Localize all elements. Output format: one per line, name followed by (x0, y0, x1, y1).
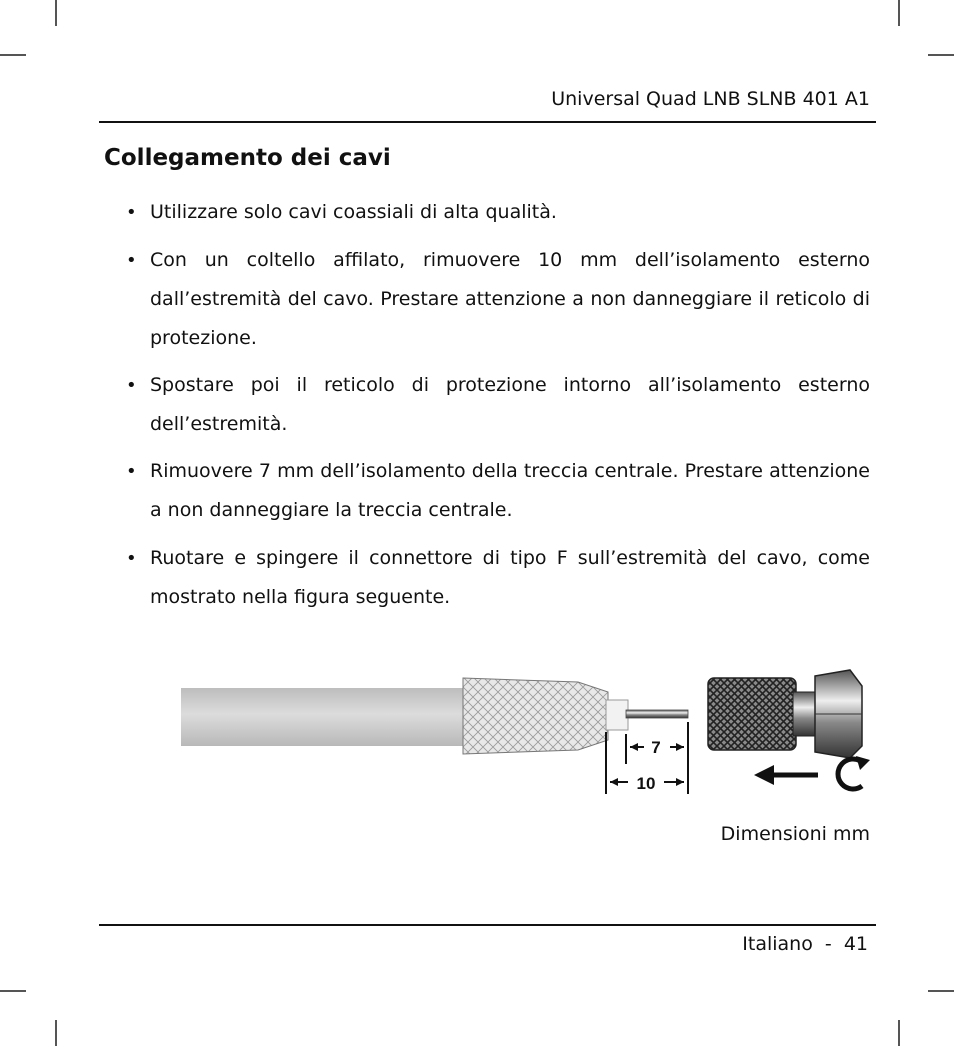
crop-mark (55, 0, 57, 26)
bullet: • (126, 548, 137, 569)
bullet: • (126, 250, 137, 271)
bullet: • (126, 375, 137, 396)
crop-mark (898, 1020, 900, 1046)
f-connector-neck (793, 692, 815, 736)
crop-mark (928, 54, 954, 56)
crop-mark (0, 54, 26, 56)
dim-inner-label: 7 (651, 738, 661, 757)
crop-mark (0, 990, 26, 992)
list-item-text: Utilizzare solo cavi coassiali di alta qualità. (150, 201, 557, 223)
braid-shield (463, 678, 608, 754)
list-item (126, 241, 870, 358)
center-conductor (626, 710, 688, 718)
list-item (126, 193, 870, 232)
crop-mark (55, 1020, 57, 1046)
bullet: • (126, 461, 137, 482)
section-title: Collegamento dei cavi (104, 145, 391, 171)
footer-language: Italiano (742, 933, 813, 955)
page-footer (742, 933, 868, 955)
figure-caption: Dimensioni mm (720, 823, 870, 845)
header-rule (99, 121, 876, 123)
page-number: 41 (843, 933, 868, 955)
list-item (126, 366, 870, 444)
f-connector-knurl (708, 678, 796, 750)
crop-mark (898, 0, 900, 26)
list-item-text: Rimuovere 7 mm dell’isolamento della treccia centrale. Prestare attenzione a non danneggiare la treccia centrale. (150, 460, 870, 521)
inner-insulation (606, 700, 628, 730)
footer-rule (99, 924, 876, 926)
list-item-text: Ruotare e spingere il connettore di tipo F sull’estremità del cavo, come mostrato nella figura seguente. (150, 547, 870, 608)
footer-separator: - (824, 933, 832, 955)
page-header: Universal Quad LNB SLNB 401 A1 (551, 88, 870, 110)
list-item-text: Spostare poi il reticolo di protezione intorno all’isolamento esterno dell’estremità. (150, 374, 870, 435)
list-item-text: Con un coltello affilato, rimuovere 10 mm dell’isolamento esterno dall’estremità del cavo. Prestare attenzione a non danneggiare il reticolo di protezione. (150, 249, 870, 349)
push-arrow-icon (754, 765, 818, 785)
list-item (126, 539, 870, 617)
crop-mark (928, 990, 954, 992)
bullet: • (126, 202, 137, 223)
list-item (126, 452, 870, 530)
cable-figure (178, 662, 878, 807)
dim-outer-label: 10 (636, 774, 656, 793)
cable-jacket (181, 688, 466, 746)
